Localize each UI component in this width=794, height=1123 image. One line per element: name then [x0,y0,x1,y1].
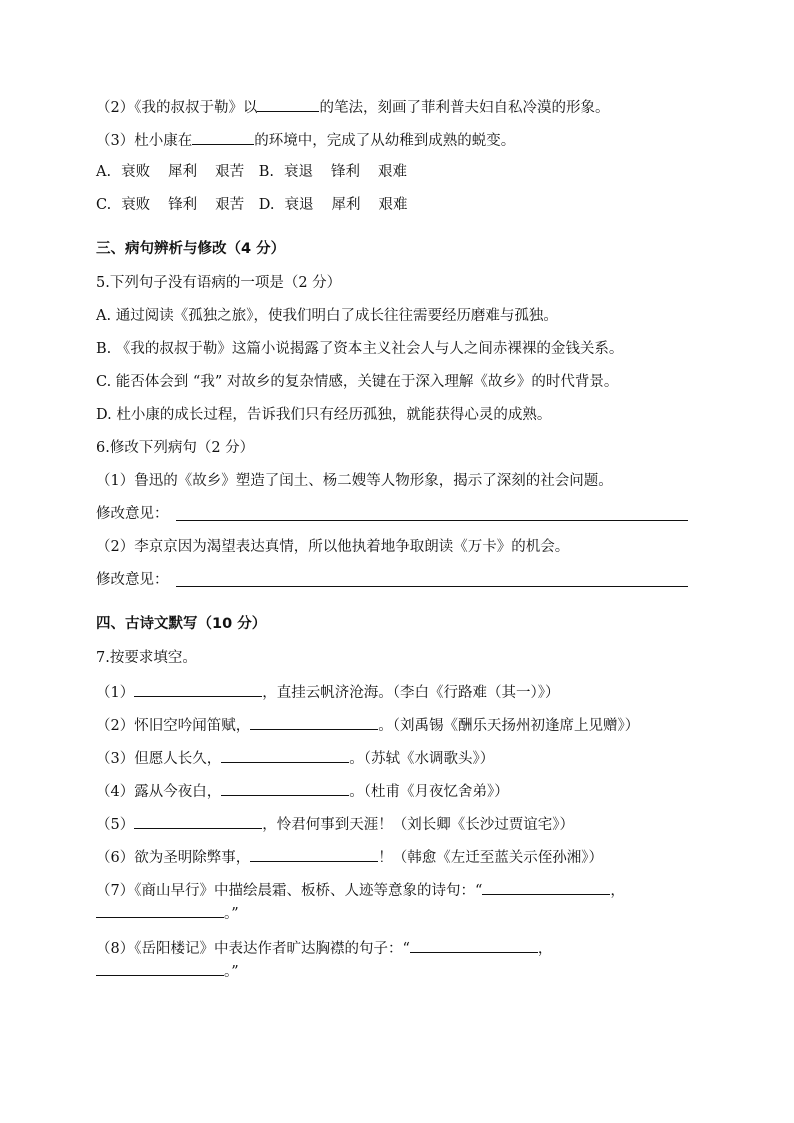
q7-line-8-comma: ， [537,941,553,957]
q7-line-3 [96,747,494,769]
q4-options-row-2 [96,195,408,215]
q7-line-4-text-post: 。（杜甫《月夜忆舍弟》） [349,784,509,800]
q7-line-6-text-pre: （6）欲为圣明除弊事， [96,850,251,866]
option-word: 犀利 [331,197,361,213]
q7-line-5-text: ，怜君何事到天涯！（刘长卿《长沙过贾谊宅》） [262,817,574,833]
q7-line-4 [96,780,509,802]
q7-blank-7a[interactable] [482,879,610,895]
q7-blank-7b[interactable] [96,902,224,918]
q4-options-row-1 [96,162,407,182]
q4-item-2 [96,96,609,118]
q7-line-3-text-pre: （3）但愿人长久， [96,751,222,767]
q6-answer-line-2[interactable] [176,585,688,587]
q7-line-5-number: （5） [96,817,135,833]
q4-option-c[interactable] [96,195,244,215]
option-word: 锋利 [330,164,360,180]
q7-line-7-text-pre: （7）《商山早行》中描绘晨霜、板桥、人迹等意象的诗句：“ [96,883,483,899]
q7-line-8 [96,937,552,959]
option-word: 艰难 [377,164,407,180]
q7-blank-8b[interactable] [96,960,224,976]
q7-line-2-text-pre: （2）怀旧空吟闻笛赋， [96,718,251,734]
option-word: 衰败 [121,197,151,213]
q4-item-2-text-pre: （2）《我的叔叔于勒》以 [96,100,258,116]
q7-line-7 [96,879,625,901]
q5-option-b[interactable]: B. 《我的叔叔于勒》这篇小说揭露了资本主义社会人与人之间赤裸裸的金钱关系。 [96,341,624,357]
q7-blank-4[interactable] [221,780,349,796]
option-word: 衰退 [284,197,314,213]
q7-line-7-end: 。” [224,906,239,922]
q7-line-4-text-pre: （4）露从今夜白， [96,784,222,800]
q4-option-a[interactable] [96,162,244,182]
option-word: 衰败 [121,164,151,180]
q7-blank-5[interactable] [134,813,262,829]
q4-item-3-blank[interactable] [192,129,254,145]
q7-line-8-end: 。” [224,964,239,980]
q7-line-1-number: （1） [96,685,135,701]
option-word: 艰难 [378,197,408,213]
q6-revision-label-1: 修改意见： [96,506,169,522]
q7-line-1 [96,681,559,703]
q7-line-5 [96,813,574,835]
q7-line-1-text: ，直挂云帆济沧海。（李白《行路难（其一）》） [262,685,560,701]
q7-stem: 7.按要求填空。 [96,650,197,666]
q7-line-8-text-pre: （8）《岳阳楼记》中表达作者旷达胸襟的句子：“ [96,941,410,957]
q4-item-3-text-pre: （3）杜小康在 [96,133,193,149]
section-4-heading: 四、古诗文默写（10 分） [96,616,267,632]
q6-sentence-1: （1）鲁迅的《故乡》塑造了闰土、杨二嫂等人物形象，揭示了深刻的社会问题。 [96,473,613,489]
q7-blank-8a[interactable] [410,937,538,953]
q5-option-c[interactable]: C. 能否体会到 “我” 对故乡的复杂情感，关键在于深入理解《故乡》的时代背景。 [96,374,619,390]
q7-line-3-text-post: 。（苏轼《水调歌头》） [349,751,495,767]
q7-line-2 [96,714,639,736]
q7-line-7-comma: ， [610,883,625,899]
option-letter: A. [96,164,112,180]
q4-item-3-text-post: 的环境中，完成了从幼稚到成熟的蜕变。 [254,133,516,149]
q6-sentence-2: （2）李京京因为渴望表达真情，所以他执着地争取朗读《万卡》的机会。 [96,539,570,555]
q4-option-d[interactable] [259,195,408,215]
option-word: 衰退 [283,164,313,180]
q4-item-3 [96,129,515,151]
q5-option-d[interactable]: D. 杜小康的成长过程，告诉我们只有经历孤独，就能获得心灵的成熟。 [96,407,552,423]
q4-option-b[interactable] [259,162,407,182]
q6-answer-line-1[interactable] [176,519,688,521]
q6-stem: 6.修改下列病句（2 分） [96,440,255,456]
q7-blank-2[interactable] [250,714,378,730]
q7-blank-6[interactable] [250,846,378,862]
section-3-heading: 三、病句辨析与修改（4 分） [96,241,286,257]
q7-line-2-text-post: 。（刘禹锡《酬乐天扬州初逢席上见赠》） [378,718,640,734]
option-word: 犀利 [168,164,198,180]
q5-option-a[interactable]: A. 通过阅读《孤独之旅》，使我们明白了成长往往需要经历磨难与孤独。 [96,308,558,324]
q7-line-7-cont [96,902,239,924]
q5-stem: 5.下列句子没有语病的一项是（2 分） [96,275,342,291]
option-word: 艰苦 [215,197,245,213]
option-word: 锋利 [168,197,198,213]
option-letter: B. [258,164,274,180]
q7-line-6 [96,846,603,868]
option-letter: C. [96,197,112,213]
q7-blank-3[interactable] [221,747,349,763]
q4-item-2-blank[interactable] [257,96,319,112]
q7-blank-1[interactable] [134,681,262,697]
q7-line-8-cont [96,960,239,982]
q4-item-2-text-post: 的笔法，刻画了菲利普夫妇自私冷漠的形象。 [319,100,610,116]
option-letter: D. [258,197,275,213]
q7-line-6-text-post: ！（韩愈《左迁至蓝关示侄孙湘》） [378,850,603,866]
option-word: 艰苦 [215,164,245,180]
q6-revision-label-2: 修改意见： [96,572,169,588]
